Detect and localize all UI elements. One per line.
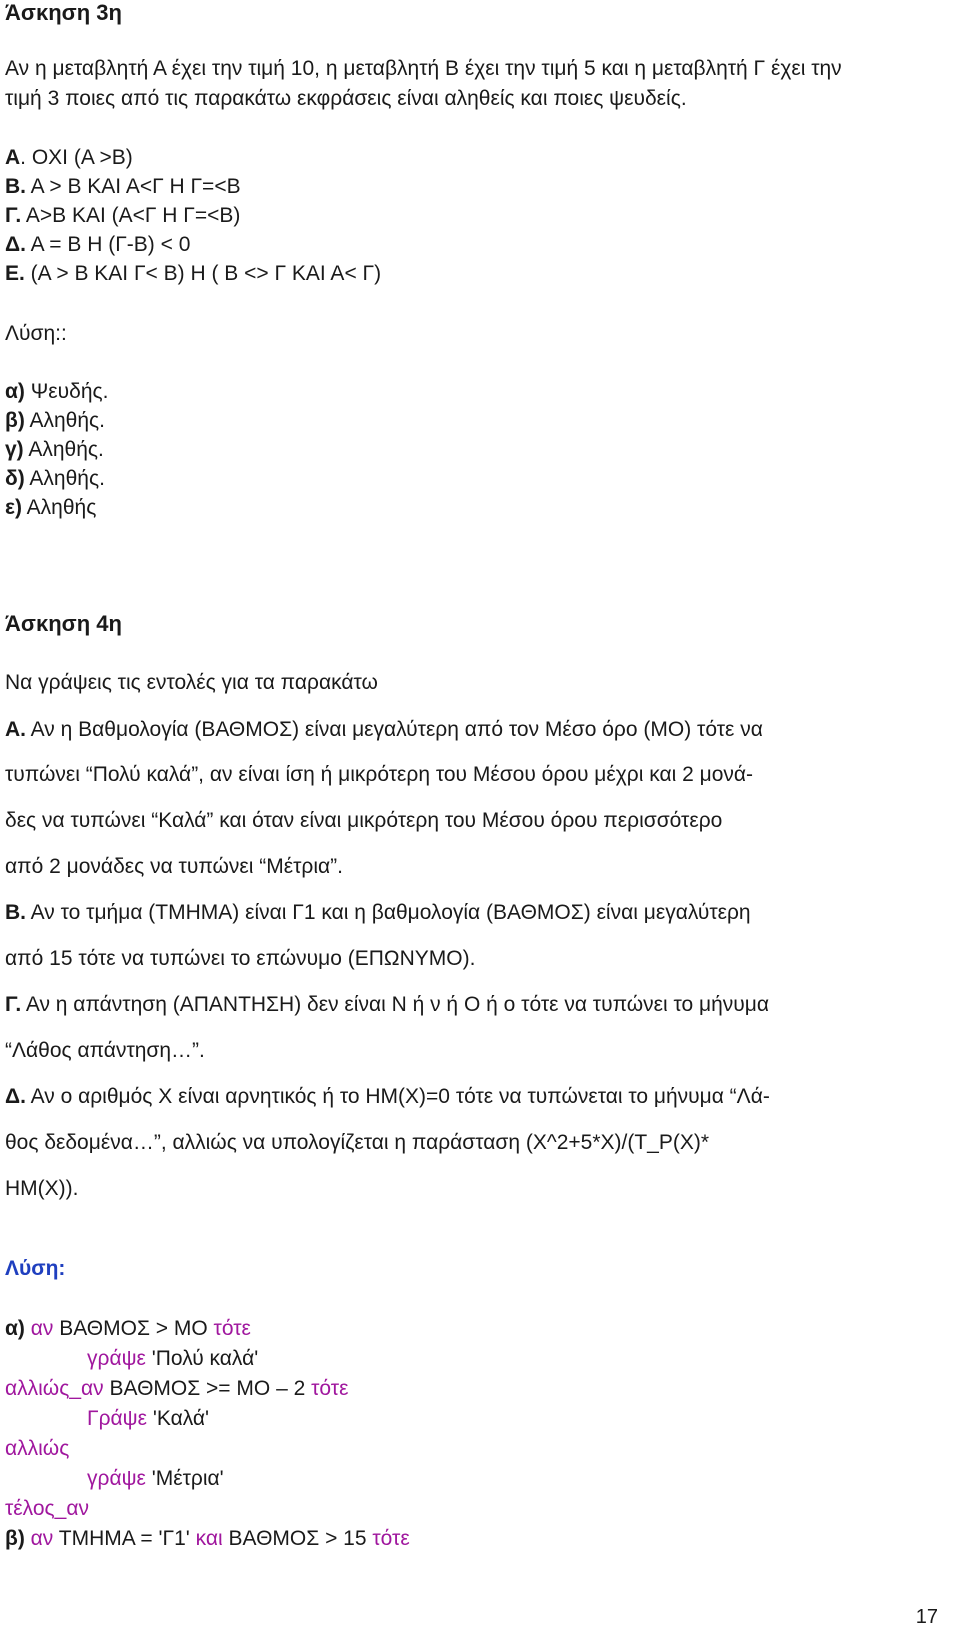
ex4-intro: Να γράψεις τις εντολές για τα παρακάτω — [5, 671, 378, 694]
code-text: ΒΑΘΜΟΣ > 15 — [222, 1527, 373, 1550]
item-text: Α = Β Η (Γ-Β) < 0 — [25, 233, 191, 256]
item-label: Γ. — [5, 993, 22, 1016]
page-number: 17 — [915, 1606, 938, 1628]
ex4-d-line-3: ΗΜ(Χ)). — [5, 1177, 79, 1200]
keyword-tote: τότε — [213, 1317, 251, 1340]
item-text: . ΟΧΙ (Α >Β) — [20, 146, 133, 169]
answer-text: Αληθής. — [24, 409, 105, 432]
code-text: ΒΑΘΜΟΣ >= ΜΟ – 2 — [103, 1377, 312, 1400]
item-text: (Α > Β ΚΑΙ Γ< Β) Η ( Β <> Γ ΚΑΙ Α< Γ) — [24, 262, 382, 285]
keyword-grapse: γράψε — [87, 1347, 146, 1370]
ex4-a-line-4: από 2 μονάδες να τυπώνει “Μέτρια”. — [5, 855, 344, 878]
answer-label: ε) — [5, 496, 22, 519]
keyword-kai: και — [195, 1527, 223, 1550]
code-line-2 — [5, 1344, 258, 1374]
answer-label: γ) — [5, 438, 24, 461]
ex3-intro-line-2: τιμή 3 ποιες από τις παρακάτω εκφράσεις είναι αληθείς και ποιες ψευδείς. — [5, 87, 687, 110]
ex3-answer-d — [5, 464, 105, 494]
keyword-tote: τότε — [311, 1377, 349, 1400]
ex3-item-d — [5, 230, 190, 260]
code-line-7 — [5, 1494, 89, 1524]
keyword-grapse: γράψε — [87, 1467, 146, 1490]
code-line-8 — [5, 1524, 410, 1554]
ex4-c-line-1 — [5, 990, 769, 1020]
ex3-solution-label: Λύση:: — [5, 322, 67, 345]
item-text: Αν ο αριθμός Χ είναι αρνητικός ή το ΗΜ(Χ)=0 τότε να τυπώνεται το μήνυμα “Λά- — [25, 1085, 770, 1108]
ex4-b-line-1 — [5, 898, 751, 928]
item-label: Δ. — [5, 1085, 26, 1108]
ex3-answer-e — [5, 493, 96, 523]
item-label: Β. — [5, 175, 26, 198]
ex3-answer-a — [5, 377, 108, 407]
ex4-solution-title: Λύση: — [5, 1257, 66, 1280]
code-text: 'Μέτρια' — [145, 1467, 224, 1490]
code-text: ΒΑΘΜΟΣ > ΜΟ — [53, 1317, 214, 1340]
ex4-a-line-1 — [5, 715, 763, 745]
answer-text: Ψευδής. — [24, 380, 109, 403]
code-label: α) — [5, 1317, 25, 1340]
ex3-item-b — [5, 172, 241, 202]
ex4-a-line-3: δες να τυπώνει “Καλά” και όταν είναι μικρότερη του Μέσου όρου περισσότερο — [5, 809, 723, 832]
item-text: Α > Β ΚΑΙ Α<Γ Η Γ=<Β — [26, 175, 241, 198]
ex3-item-c — [5, 201, 240, 231]
answer-text: Αληθής — [21, 496, 97, 519]
ex4-d-line-1 — [5, 1082, 770, 1112]
ex3-answer-c — [5, 435, 104, 465]
answer-text: Αληθής. — [23, 438, 104, 461]
item-label: Α. — [5, 718, 26, 741]
ex4-d-line-2: θος δεδομένα…”, αλλιώς να υπολογίζεται η παράσταση (Χ^2+5*Χ)/(Τ_Ρ(Χ)* — [5, 1131, 710, 1154]
item-text: Α>Β ΚΑΙ (Α<Γ Η Γ=<Β) — [21, 204, 241, 227]
ex4-c-line-2: “Λάθος απάντηση…”. — [5, 1039, 205, 1062]
item-label: Δ. — [5, 233, 26, 256]
item-text: Αν η Βαθμολογία (ΒΑΘΜΟΣ) είναι μεγαλύτερη από τον Μέσο όρο (ΜΟ) τότε να — [26, 718, 763, 741]
code-line-1 — [5, 1314, 251, 1344]
answer-label: α) — [5, 380, 25, 403]
code-line-5 — [5, 1434, 69, 1464]
item-label: Β. — [5, 901, 26, 924]
keyword-telos-an: τέλος_αν — [5, 1497, 89, 1520]
answer-label: δ) — [5, 467, 25, 490]
code-text: 'Πολύ καλά' — [145, 1347, 259, 1370]
item-text: Αν το τμήμα (ΤΜΗΜΑ) είναι Γ1 και η βαθμολογία (ΒΑΘΜΟΣ) είναι μεγαλύτερη — [26, 901, 751, 924]
item-text: Αν η απάντηση (ΑΠΑΝΤΗΣΗ) δεν είναι Ν ή ν ή Ο ή ο τότε να τυπώνει το μήνυμα — [21, 993, 770, 1016]
ex4-a-line-2: τυπώνει “Πολύ καλά”, αν είναι ίση ή μικρότερη του Μέσου όρου μέχρι και 2 μονά- — [5, 763, 754, 786]
code-line-4 — [5, 1404, 209, 1434]
item-label: Ε. — [5, 262, 25, 285]
code-line-3 — [5, 1374, 348, 1404]
keyword-allios: αλλιώς — [5, 1437, 70, 1460]
exercise-4-title: Άσκηση 4η — [5, 611, 122, 636]
ex3-item-a — [5, 143, 133, 173]
item-label: Γ. — [5, 204, 22, 227]
keyword-an: αν — [30, 1317, 54, 1340]
code-label: β) — [5, 1527, 25, 1550]
keyword-allios-an: αλλιώς_αν — [5, 1377, 104, 1400]
keyword-tote: τότε — [372, 1527, 410, 1550]
ex4-b-line-2: από 15 τότε να τυπώνει το επώνυμο (ΕΠΩΝΥΜΟ). — [5, 947, 476, 970]
exercise-3-title: Άσκηση 3η — [5, 0, 122, 25]
code-text: 'Καλά' — [147, 1407, 210, 1430]
item-label: Α — [5, 146, 21, 169]
ex3-intro-line-1: Αν η μεταβλητή Α έχει την τιμή 10, η μεταβλητή Β έχει την τιμή 5 και η μεταβλητή Γ έχει την — [5, 57, 842, 80]
code-text: ΤΜΗΜΑ = 'Γ1' — [53, 1527, 196, 1550]
keyword-grapse: Γράψε — [87, 1407, 147, 1430]
code-line-6 — [5, 1464, 224, 1494]
keyword-an: αν — [30, 1527, 54, 1550]
answer-label: β) — [5, 409, 25, 432]
ex3-item-e — [5, 259, 381, 289]
ex3-answer-b — [5, 406, 105, 436]
answer-text: Αληθής. — [24, 467, 105, 490]
